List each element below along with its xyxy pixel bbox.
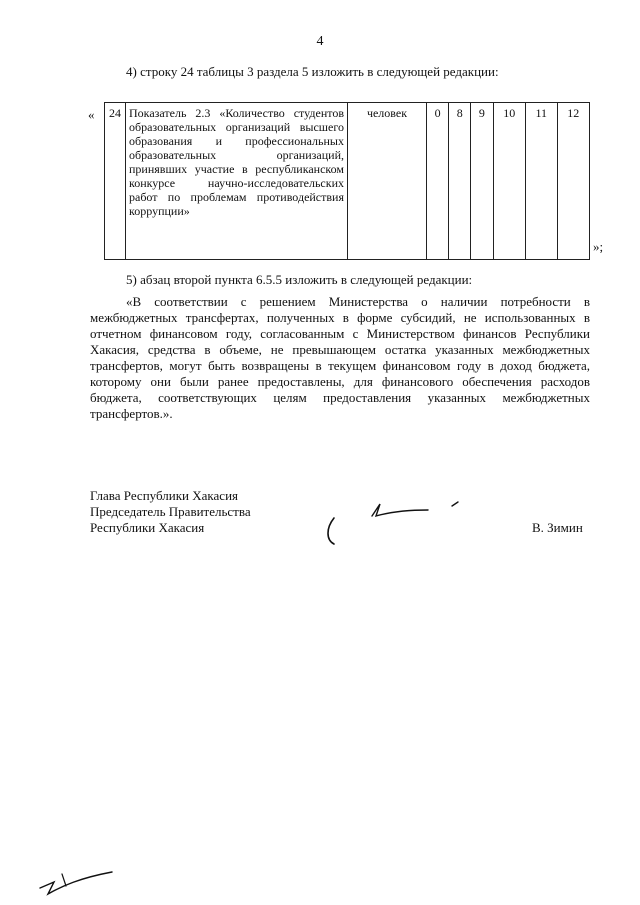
- page-number: 4: [316, 34, 324, 49]
- value-cell-2: 8: [449, 103, 471, 260]
- table-row: [105, 103, 590, 260]
- handwritten-initials: [32, 860, 122, 900]
- value-cell-3: 9: [471, 103, 493, 260]
- unit-cell: человек: [348, 103, 427, 260]
- amendment-table: [104, 102, 590, 260]
- signatory-name: В. Зимин: [532, 520, 583, 535]
- table-opening-quote: «: [88, 107, 95, 122]
- amendment-item-5: 5) абзац второй пункта 6.5.5 изложить в следующей редакции:: [126, 272, 473, 287]
- signatory-title-line-1: Глава Республики Хакасия: [90, 488, 239, 503]
- indicator-description-cell: Показатель 2.3 «Количество студентов образовательных организаций высшего образования и профессиональных образовательных организаций, принявших участие в республиканском конкурсе научно-исследовательских работ по проблемам противодействия коррупции»: [126, 103, 348, 260]
- amendment-item-4: 4) строку 24 таблицы 3 раздела 5 изложить в следующей редакции:: [126, 64, 499, 79]
- amended-paragraph-text: «В соответствии с решением Министерства о наличии потребности в межбюджетных трансфертах, полученных в форме субсидий, не использованных в отчетном финансовом году, согласованным с Министерством финансов Республики Хакасия, средства в объеме, не превышающем остатка указанных межбюджетных трансфертов, могут быть возвращены в текущем финансовом году в доход бюджета, которому они были ранее предоставлены, для финансового обеспечения расходов бюджета, соответствующих целям предоставления указанных межбюджетных трансфертов.».: [90, 294, 590, 421]
- handwritten-signature: [320, 498, 480, 558]
- value-cell-5: 11: [525, 103, 557, 260]
- value-cell-6: 12: [557, 103, 589, 260]
- value-cell-1: 0: [427, 103, 449, 260]
- table-closing-quote: »;: [593, 239, 604, 254]
- signatory-title-line-2: Председатель Правительства: [90, 504, 251, 519]
- signatory-title: [90, 488, 251, 536]
- row-number-cell: 24: [105, 103, 126, 260]
- signatory-title-line-3: Республики Хакасия: [90, 520, 205, 535]
- value-cell-4: 10: [493, 103, 525, 260]
